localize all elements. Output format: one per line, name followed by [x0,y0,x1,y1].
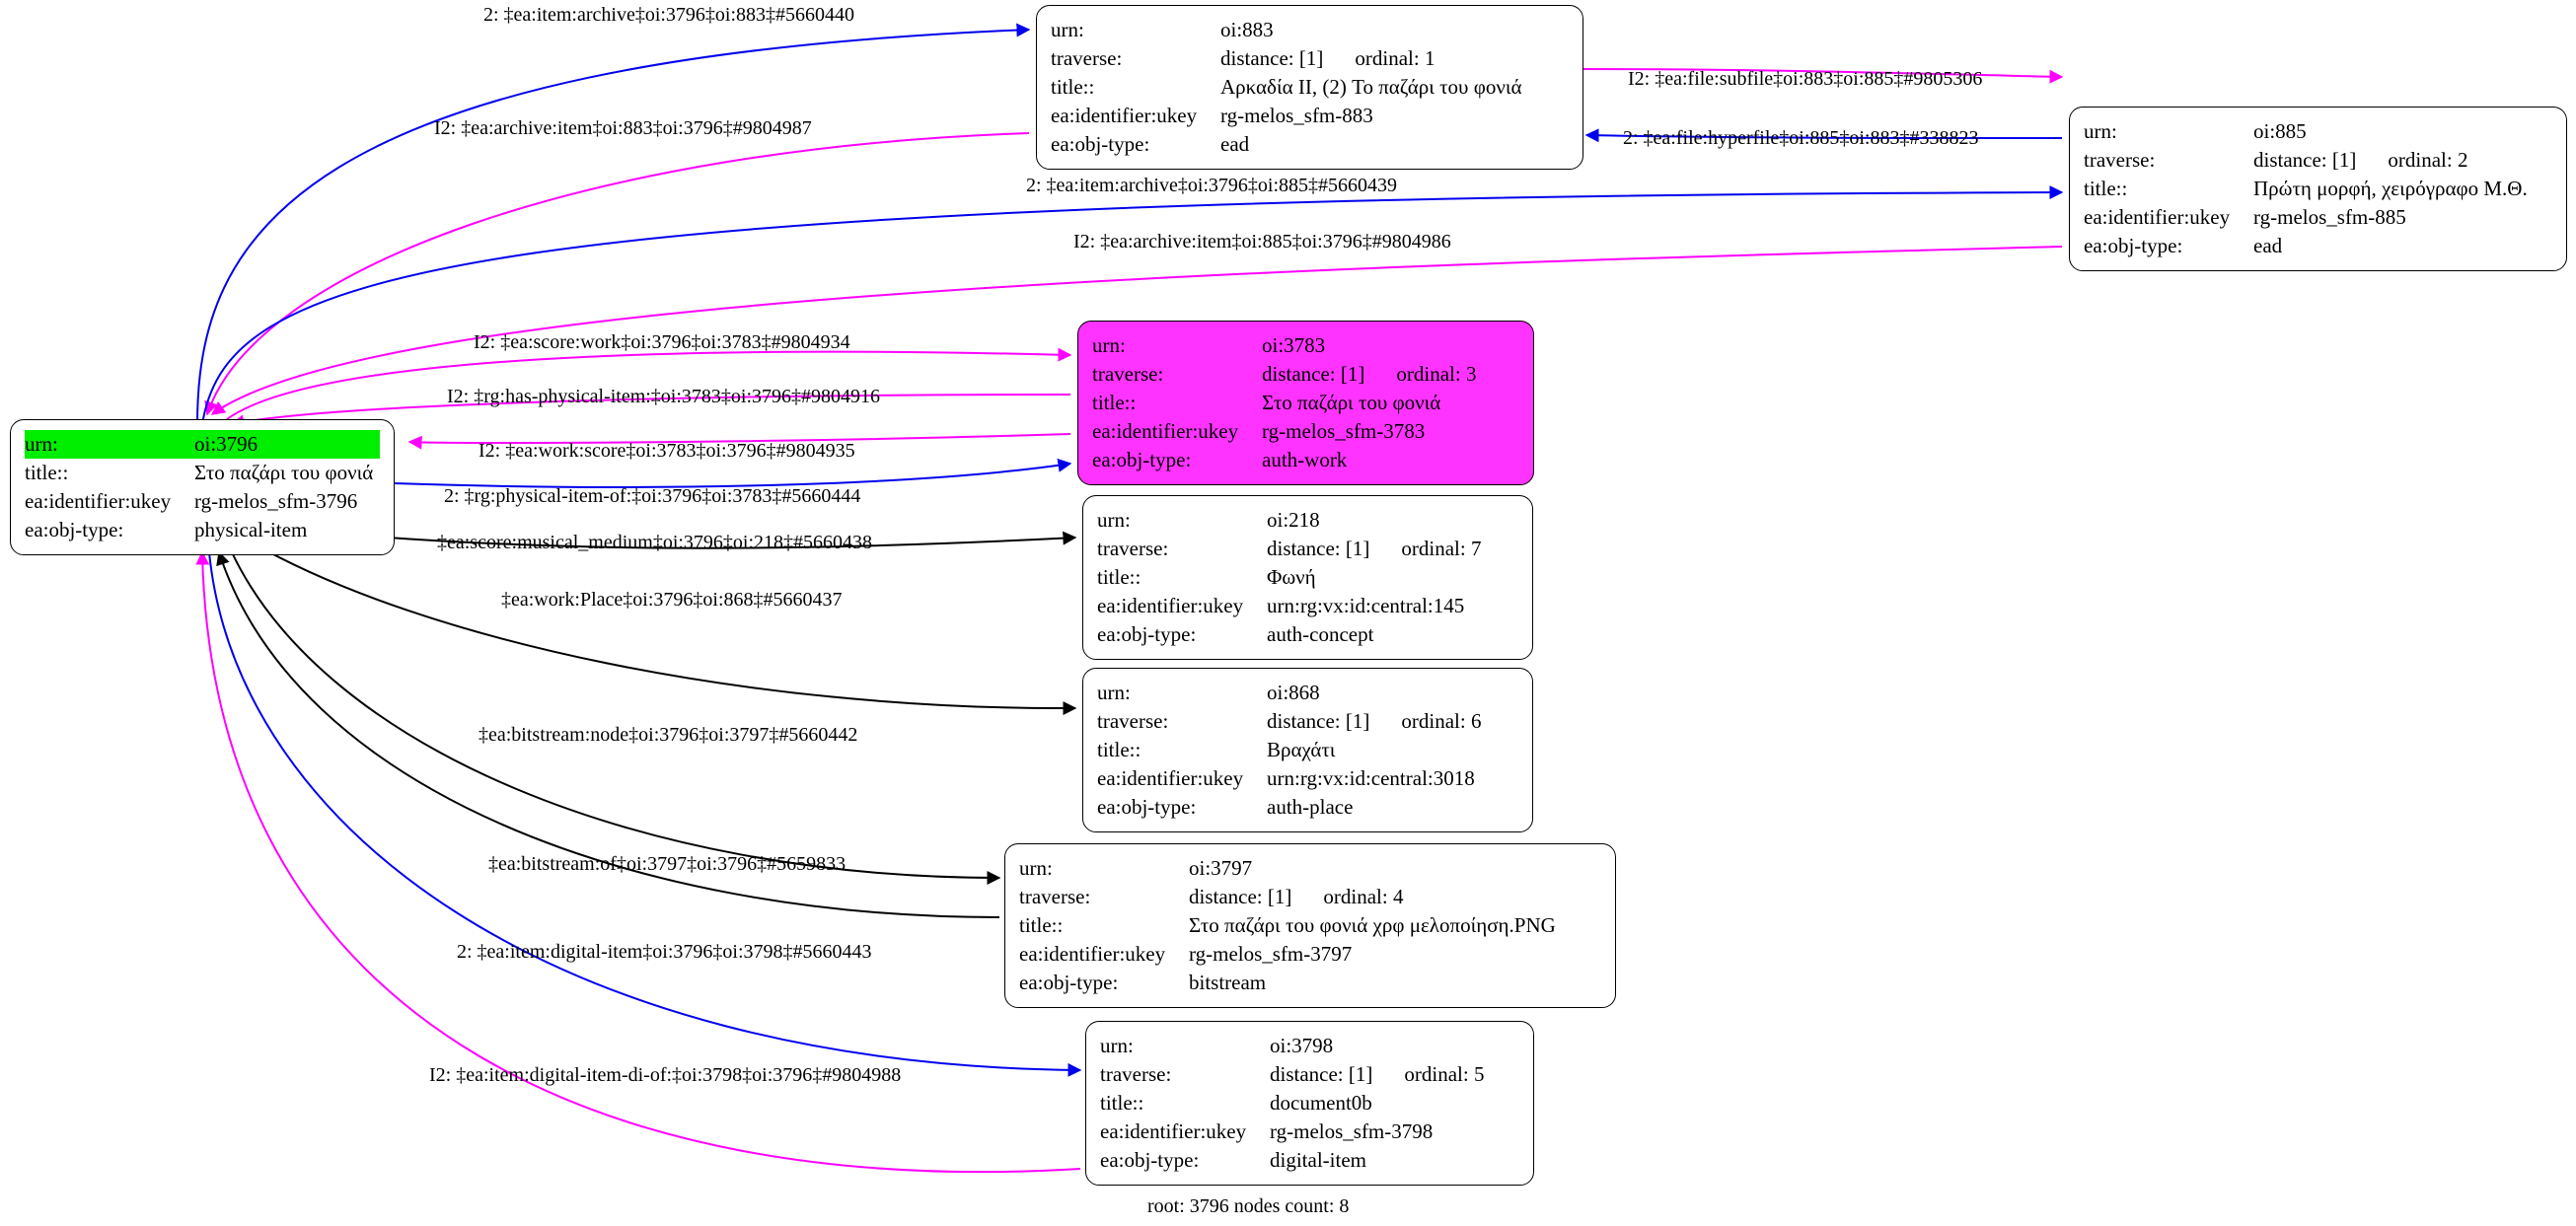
field-label-urn: urn: [1092,333,1126,357]
field-label-objtype: ea:obj-type: [25,517,124,541]
field-label-urn: urn: [2084,119,2117,143]
node-row-objtype [1019,969,1601,997]
field-value-urn: oi:868 [1267,681,1320,704]
field-value-traverse [1189,883,1601,911]
field-value-title: Στο παζάρι του φονιά χρφ μελοποίηση.PNG [1189,912,1556,937]
field-value-urn: oi:3798 [1270,1034,1334,1057]
field-label-objtype: ea:obj-type: [1097,794,1197,819]
field-value-identifier: urn:rg:vx:id:central:145 [1267,593,1465,617]
edge-label-archive-item-885: I2: ‡ea:archive:item‡oi:885‡oi:3796‡#9804986 [1073,231,1451,252]
field-value-identifier: urn:rg:vx:id:central:3018 [1267,765,1475,790]
field-value-title: Στο παζάρι του φονιά [194,460,374,484]
node-row-urn [2084,117,2552,146]
field-label-objtype: ea:obj-type: [1051,131,1150,156]
node-row-objtype [1051,130,1569,159]
node-oi-3798[interactable] [1085,1021,1534,1186]
edge-label-item-digital-item: 2: ‡ea:item:digital-item‡oi:3796‡oi:3798‡#5660443 [457,941,872,963]
node-row-traverse [1092,360,1519,389]
field-value-urn: oi:885 [2253,119,2307,143]
field-value-identifier: rg-melos_sfm-3797 [1189,941,1353,966]
node-row-urn [1097,679,1518,707]
node-oi-868[interactable] [1082,668,1533,832]
node-row-objtype [1097,793,1518,822]
field-label-urn: urn: [1100,1034,1134,1057]
field-label-urn: urn: [25,430,194,459]
edge-label-file-subfile: I2: ‡ea:file:subfile‡oi:883‡oi:885‡#9805306 [1628,68,1983,90]
node-row-urn [1051,16,1569,44]
field-label-traverse: traverse: [1019,884,1091,908]
node-row-traverse [1097,535,1518,563]
field-value-title: document0b [1270,1090,1372,1115]
field-value-identifier: rg-melos_sfm-883 [1220,103,1373,127]
field-label-title: title:: [25,460,69,484]
field-value-traverse [2253,146,2552,175]
node-row-objtype [1092,446,1519,474]
field-value-identifier: rg-melos_sfm-885 [2253,204,2406,229]
node-row-identifier [1097,592,1518,620]
node-row-traverse [1097,707,1518,736]
edge-label-work-place: ‡ea:work:Place‡oi:3796‡oi:868‡#5660437 [501,589,843,611]
node-row-title [1051,73,1569,102]
field-value-urn: oi:883 [1220,18,1274,41]
node-row-objtype [2084,232,2552,260]
field-label-objtype: ea:obj-type: [1092,447,1192,471]
field-label-title: title:: [1097,564,1141,589]
node-row-objtype [1097,620,1518,649]
field-value-urn: oi:3796 [194,430,380,459]
field-value-urn: oi:218 [1267,508,1320,532]
field-value-traverse [1262,360,1519,389]
field-label-traverse: traverse: [1097,708,1169,733]
traverse-ordinal: ordinal: 3 [1396,361,1477,386]
edge-label-digital-item-di-of: I2: ‡ea:item:digital-item-di-of:‡oi:3798‡oi:3796‡#9804988 [429,1064,902,1086]
field-value-objtype: ead [2253,233,2283,257]
node-row-identifier [1097,764,1518,793]
node-row-title [2084,175,2552,203]
field-value-identifier: rg-melos_sfm-3796 [194,488,358,513]
node-row-title [25,459,380,487]
field-label-objtype: ea:obj-type: [1100,1147,1200,1172]
field-value-objtype: auth-place [1267,794,1354,819]
field-label-identifier: ea:identifier:ukey [1097,593,1244,617]
field-label-traverse: traverse: [1097,536,1169,560]
field-label-identifier: ea:identifier:ukey [1097,765,1244,790]
field-value-identifier: rg-melos_sfm-3798 [1270,1118,1434,1143]
field-value-objtype: auth-work [1262,447,1348,471]
edge-label-score-work: I2: ‡ea:score:work‡oi:3796‡oi:3783‡#9804934 [474,331,850,353]
field-label-urn: urn: [1097,508,1131,532]
edge-item-archive-883 [197,30,1029,424]
edge-label-item-archive-885: 2: ‡ea:item:archive‡oi:3796‡oi:885‡#5660439 [1026,175,1398,196]
field-value-title: Φωνή [1267,564,1316,589]
field-label-identifier: ea:identifier:ukey [1051,103,1198,127]
traverse-distance: distance: [1] [1267,708,1370,733]
field-value-identifier: rg-melos_sfm-3783 [1262,418,1426,443]
node-row-identifier [1051,102,1569,130]
node-row-traverse [2084,146,2552,175]
node-row-traverse [1051,44,1569,73]
node-row-title [1097,736,1518,764]
edge-label-file-hyperfile: 2: ‡ea:file:hyperfile‡oi:885‡oi:883‡#338823 [1623,127,1979,149]
traverse-ordinal: ordinal: 7 [1401,536,1482,560]
node-row-title [1092,389,1519,417]
node-oi-883[interactable] [1036,5,1583,170]
traverse-distance: distance: [1] [1220,45,1324,70]
field-label-objtype: ea:obj-type: [1019,970,1119,994]
field-label-title: title:: [2084,176,2128,200]
field-label-title: title:: [1100,1090,1144,1115]
edge-physical-item-of [395,464,1070,487]
node-row-identifier [1100,1118,1519,1146]
traverse-distance: distance: [1] [1262,361,1365,386]
field-value-objtype: bitstream [1189,970,1267,994]
field-label-title: title:: [1092,390,1137,414]
field-label-traverse: traverse: [1092,361,1164,386]
edge-label-archive-item-883: I2: ‡ea:archive:item‡oi:883‡oi:3796‡#9804987 [434,117,812,139]
node-row-urn [1092,331,1519,360]
graph-footer: root: 3796 nodes count: 8 [1147,1195,1350,1217]
field-label-traverse: traverse: [2084,147,2156,172]
edge-label-has-physical-item: I2: ‡rg:has-physical-item:‡oi:3783‡oi:3796‡#9804916 [447,386,881,407]
node-row-identifier [1092,417,1519,446]
field-label-traverse: traverse: [1051,45,1123,70]
edge-label-item-archive-883: 2: ‡ea:item:archive‡oi:3796‡oi:883‡#5660440 [483,4,855,26]
node-row-title [1100,1089,1519,1118]
field-label-urn: urn: [1097,681,1131,704]
node-oi-218[interactable] [1082,495,1533,660]
node-row-objtype [1100,1146,1519,1175]
edge-label-score-musical-medium: ‡ea:score:musical_medium‡oi:3796‡oi:218‡#5660438 [437,532,873,553]
edge-label-physical-item-of: 2: ‡rg:physical-item-of:‡oi:3796‡oi:3783‡#5660444 [444,485,861,507]
field-value-traverse [1220,44,1569,73]
traverse-ordinal: ordinal: 4 [1323,884,1404,908]
field-label-title: title:: [1051,74,1095,99]
traverse-distance: distance: [1] [1267,536,1370,560]
node-oi-3796[interactable] [10,419,395,555]
field-value-urn: oi:3783 [1262,333,1326,357]
field-value-objtype: auth-concept [1267,621,1374,646]
field-value-objtype: digital-item [1270,1147,1366,1172]
node-row-urn [1019,854,1601,883]
node-row-identifier [1019,940,1601,969]
node-row-urn [1097,506,1518,535]
traverse-ordinal: ordinal: 5 [1404,1061,1485,1086]
traverse-ordinal: ordinal: 1 [1355,45,1435,70]
field-label-urn: urn: [1019,856,1053,880]
field-label-objtype: ea:obj-type: [2084,233,2183,257]
field-label-identifier: ea:identifier:ukey [1019,941,1166,966]
node-row-urn [25,430,380,459]
field-value-traverse [1267,707,1518,736]
node-row-urn [1100,1032,1519,1060]
field-value-objtype: physical-item [194,517,308,541]
node-row-identifier [25,487,380,516]
edge-item-digital-item [209,552,1080,1070]
node-row-traverse [1019,883,1601,911]
node-row-identifier [2084,203,2552,232]
node-row-objtype [25,516,380,544]
field-value-title: Στο παζάρι του φονιά [1262,390,1441,414]
node-oi-3797[interactable] [1004,843,1616,1008]
field-value-title: Βραχάτι [1267,737,1336,761]
field-label-title: title:: [1019,912,1064,937]
edge-label-work-score: I2: ‡ea:work:score‡oi:3783‡oi:3796‡#9804935 [478,440,855,462]
edge-archive-item-883 [207,133,1029,414]
field-label-urn: urn: [1051,18,1084,41]
node-row-title [1019,911,1601,940]
field-value-title: Αρκαδία II, (2) Το παζάρι του φονιά [1220,74,1522,99]
field-label-identifier: ea:identifier:ukey [25,488,172,513]
node-row-title [1097,563,1518,592]
edge-work-place [252,542,1075,708]
field-label-title: title:: [1097,737,1141,761]
node-oi-885[interactable] [2069,107,2567,271]
traverse-distance: distance: [1] [2253,147,2357,172]
field-label-identifier: ea:identifier:ukey [2084,204,2231,229]
field-value-objtype: ead [1220,131,1250,156]
field-value-title: Πρώτη μορφή, χειρόγραφο Μ.Θ. [2253,176,2528,200]
field-label-traverse: traverse: [1100,1061,1172,1086]
edge-label-bitstream-of: ‡ea:bitstream:of‡oi:3797‡oi:3796‡#5659833 [488,853,846,875]
field-value-traverse [1270,1060,1519,1089]
field-value-traverse [1267,535,1518,563]
field-label-identifier: ea:identifier:ukey [1092,418,1239,443]
field-value-urn: oi:3797 [1189,856,1253,880]
traverse-ordinal: ordinal: 6 [1401,708,1482,733]
edge-label-bitstream-node: ‡ea:bitstream:node‡oi:3796‡oi:3797‡#5660442 [478,724,858,746]
traverse-distance: distance: [1] [1270,1061,1373,1086]
node-oi-3783[interactable] [1077,321,1534,485]
field-label-objtype: ea:obj-type: [1097,621,1197,646]
traverse-distance: distance: [1] [1189,884,1292,908]
node-row-traverse [1100,1060,1519,1089]
traverse-ordinal: ordinal: 2 [2388,147,2468,172]
field-label-identifier: ea:identifier:ukey [1100,1118,1247,1143]
